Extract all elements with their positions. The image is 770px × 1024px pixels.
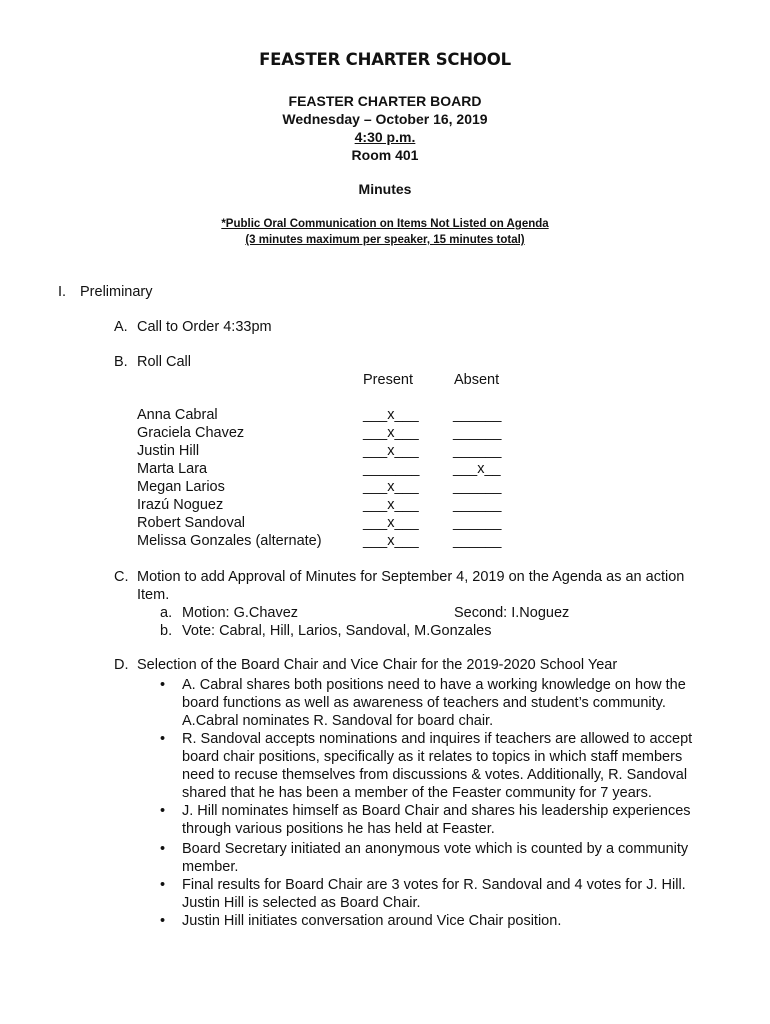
member-name: Anna Cabral (137, 407, 218, 423)
present-mark: ___x___ (363, 407, 419, 423)
bullet-marker: • (160, 877, 166, 893)
bullet-line: Board Secretary initiated an anonymous vote which is counted by a community (182, 841, 689, 857)
bullet-line: member. (182, 859, 239, 875)
meeting-time: 4:30 p.m. (354, 129, 416, 145)
bullet-line: R. Sandoval accepts nominations and inquires if teachers are allowed to accept (182, 731, 693, 747)
bullet-line: Justin Hill initiates conversation around Vice Chair position. (182, 913, 562, 929)
board-chair-selection: Selection of the Board Chair and Vice Chair for the 2019-2020 School Year (137, 657, 618, 673)
member-name: Melissa Gonzales (alternate) (137, 533, 322, 549)
present-mark: ___x___ (363, 479, 419, 495)
present-mark: ___x___ (363, 425, 419, 441)
bullet-line: board functions as well as awareness of teachers and student’s community. (182, 695, 666, 711)
bullet-line: A. Cabral shares both positions need to have a working knowledge on how the (182, 677, 686, 693)
bullet-marker: • (160, 731, 166, 747)
bullet-line: J. Hill nominates himself as Board Chair and shares his leadership experiences (182, 803, 691, 819)
bullet-line: Final results for Board Chair are 3 votes for R. Sandoval and 4 votes for J. Hill. (182, 877, 686, 893)
roll-call-label: Roll Call (137, 354, 191, 370)
bullet-line: board chair positions, specifically as it relates to topics in which staff members (182, 749, 683, 765)
motion-text-line-1: Motion to add Approval of Minutes for September 4, 2019 on the Agenda as an action (137, 569, 685, 585)
meeting-room: Room 401 (351, 147, 419, 163)
absent-mark: ______ (453, 497, 502, 513)
member-name: Graciela Chavez (137, 425, 245, 441)
motion-second: Second: I.Noguez (454, 605, 570, 621)
school-title: FEASTER CHARTER SCHOOL (259, 50, 511, 69)
call-to-order: Call to Order 4:33pm (137, 319, 272, 335)
document-type: Minutes (358, 181, 412, 197)
member-name: Marta Lara (137, 461, 208, 477)
absent-mark: ______ (453, 533, 502, 549)
present-mark: ___x___ (363, 497, 419, 513)
absent-mark: ___x__ (453, 461, 501, 477)
item-c-letter: C. (114, 569, 129, 585)
absent-mark: ______ (453, 425, 502, 441)
item-b-letter: B. (114, 354, 128, 370)
motion-text-line-2: Item. (137, 587, 170, 603)
absent-mark: ______ (453, 515, 502, 531)
bullet-marker: • (160, 913, 166, 929)
section-numeral: I. (58, 284, 67, 300)
bullet-line: shared that he has been a member of the Feaster community for 7 years. (182, 785, 652, 801)
member-name: Robert Sandoval (137, 515, 246, 531)
bullet-marker: • (160, 841, 166, 857)
item-d-letter: D. (114, 657, 129, 673)
absent-mark: ______ (453, 443, 502, 459)
sub-item-a-letter: a. (160, 605, 173, 621)
member-name: Irazú Noguez (137, 497, 224, 513)
sub-item-b-letter: b. (160, 623, 173, 639)
bullet-marker: • (160, 677, 166, 693)
bullet-line: Justin Hill is selected as Board Chair. (182, 895, 421, 911)
bullet-line: through various positions he has held at Feaster. (182, 821, 495, 837)
public-comm-line-1: *Public Oral Communication on Items Not Listed on Agenda (221, 218, 549, 230)
meeting-date: Wednesday – October 16, 2019 (282, 111, 488, 127)
bullet-line: need to recuse themselves from discussions & votes. Additionally, R. Sandoval (182, 767, 688, 783)
bullet-line: A.Cabral nominates R. Sandoval for board chair. (182, 713, 494, 729)
present-mark: ___x___ (363, 515, 419, 531)
member-name: Justin Hill (137, 443, 200, 459)
member-name: Megan Larios (137, 479, 225, 495)
section-title: Preliminary (80, 284, 153, 300)
present-mark: ___x___ (363, 443, 419, 459)
absent-header: Absent (454, 372, 500, 388)
bullet-marker: • (160, 803, 166, 819)
absent-mark: ______ (453, 407, 502, 423)
public-comm-line-2: (3 minutes maximum per speaker, 15 minutes total) (245, 234, 525, 246)
absent-mark: ______ (453, 479, 502, 495)
vote-text: Vote: Cabral, Hill, Larios, Sandoval, M.Gonzales (182, 623, 492, 639)
present-mark: ___x___ (363, 533, 419, 549)
motion-by: Motion: G.Chavez (182, 605, 299, 621)
board-name: FEASTER CHARTER BOARD (288, 93, 482, 109)
present-header: Present (363, 372, 413, 388)
present-mark: _______ (363, 461, 420, 477)
item-a-letter: A. (114, 319, 128, 335)
